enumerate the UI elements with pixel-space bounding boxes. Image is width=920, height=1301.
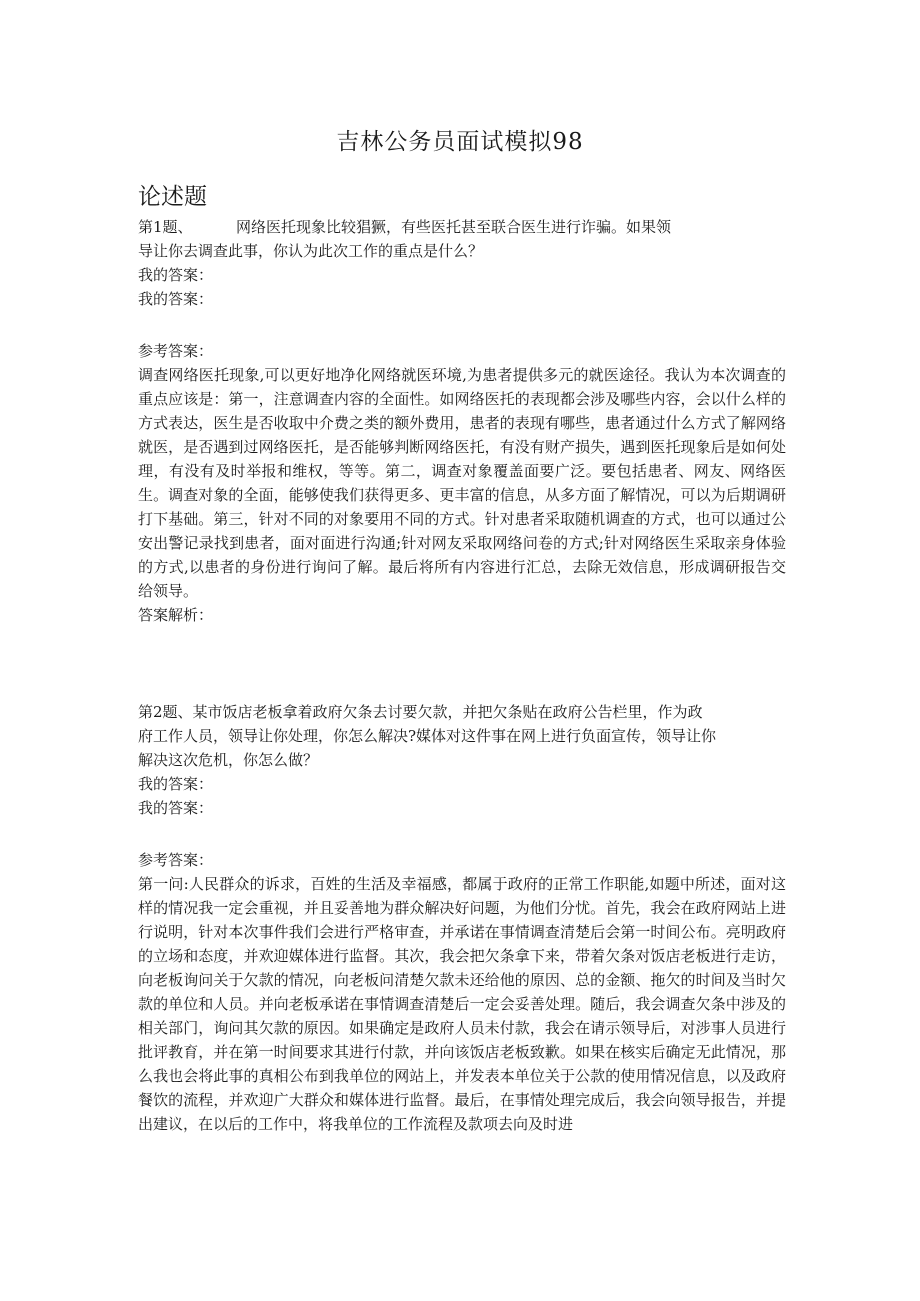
question-2-prompt-line1: 某市饭店老板拿着政府欠条去讨要欠款，并把欠条贴在政府公告栏里，作为政 (192, 703, 703, 721)
question-2-prompt-line3: 解决这次危机，你怎么做？ (138, 751, 319, 769)
question-1-prompt-line2: 导让你去调查此事，你认为此次工作的重点是什么？ (138, 242, 484, 260)
question-2-header (138, 700, 788, 724)
question-1-reference-label: 参考答案： (138, 342, 214, 360)
question-2-reference-label: 参考答案： (138, 851, 214, 869)
question-1-prompt-line1: 网络医托现象比较猖獗，有些医托甚至联合医生进行诈骗。如果领 (236, 218, 672, 236)
section-heading: 论述题 (138, 184, 207, 210)
question-1 (138, 215, 788, 627)
question-1-number: 第1题、 (138, 218, 193, 236)
question-2-prompt-line2: 府工作人员，领导让你处理，你怎么解决?媒体对这件事在网上进行负面宣传，领导让你 (138, 727, 717, 745)
question-2-reference-answer: 第一问:人民群众的诉求，百姓的生活及幸福感，都属于政府的正常工作职能,如题中所述，面对这样的情况我一定会重视，并且妥善地为群众解决好问题，为他们分忧。首先，我会在政府网站上进行说明，针对本次事件我们会进行严格审查，并承诺在事情调查清楚后会第一时间公布。亮明政府的立场和态度，并欢迎媒体进行监督。其次，我会把欠条拿下来，带着欠条对饭店老板进行走访，向老板询问关于欠款的情况，向老板问清楚欠款未还给他的原因、总的金额、拖欠的时间及当时欠款的单位和人员。并向老板承诺在事情调查清楚后一定会妥善处理。随后，我会调查欠条中涉及的相关部门，询问其欠款的原因。如果确定是政府人员未付款，我会在请示领导后，对涉事人员进行批评教育，并在第一时间要求其进行付款，并向该饭店老板致歉。如果在核实后确定无此情况，那么我也会将此事的真相公布到我单位的网站上，并发表本单位关于公款的使用情况信息，以及政府餐饮的流程，并欢迎广大群众和媒体进行监督。最后，在事情处理完成后，我会向领导报告，并提出建议，在以后的工作中，将我单位的工作流程及款项去向及时进 (138, 875, 786, 1133)
document-title: 吉林公务员面试模拟98 (336, 129, 584, 155)
question-2-my-answer-label-2: 我的答案： (138, 799, 214, 817)
question-1-header (138, 215, 788, 239)
question-1-reference-answer: 调查网络医托现象,可以更好地净化网络就医环境,为患者提供多元的就医途径。我认为本次调查的重点应该是：第一，注意调查内容的全面性。如网络医托的表现都会涉及哪些内容，会以什么样的方式表达，医生是否收取中介费之类的额外费用，患者的表现有哪些，患者通过什么方式了解网络就医，是否遇到过网络医托，是否能够判断网络医托，有没有财产损失，遇到医托现象后是如何处理，有没有及时举报和维权，等等。第二，调查对象覆盖面要广泛。要包括患者、网友、网络医生。调查对象的全面，能够使我们获得更多、更丰富的信息，从多方面了解情况，可以为后期调研打下基础。第三，针对不同的对象要用不同的方式。针对患者采取随机调查的方式，也可以通过公安出警记录找到患者，面对面进行沟通;针对网友采取网络问卷的方式;针对网络医生采取亲身体验的方式,以患者的身份进行询问了解。最后将所有内容进行汇总，去除无效信息，形成调研报告交给领导。 (138, 366, 786, 600)
question-2-number: 第2题、 (138, 703, 193, 721)
question-2 (138, 700, 788, 1136)
question-1-my-answer-label-2: 我的答案： (138, 290, 214, 308)
question-2-my-answer-label: 我的答案： (138, 775, 214, 793)
question-1-my-answer-label: 我的答案： (138, 266, 214, 284)
question-1-analysis-label: 答案解析： (138, 606, 214, 624)
